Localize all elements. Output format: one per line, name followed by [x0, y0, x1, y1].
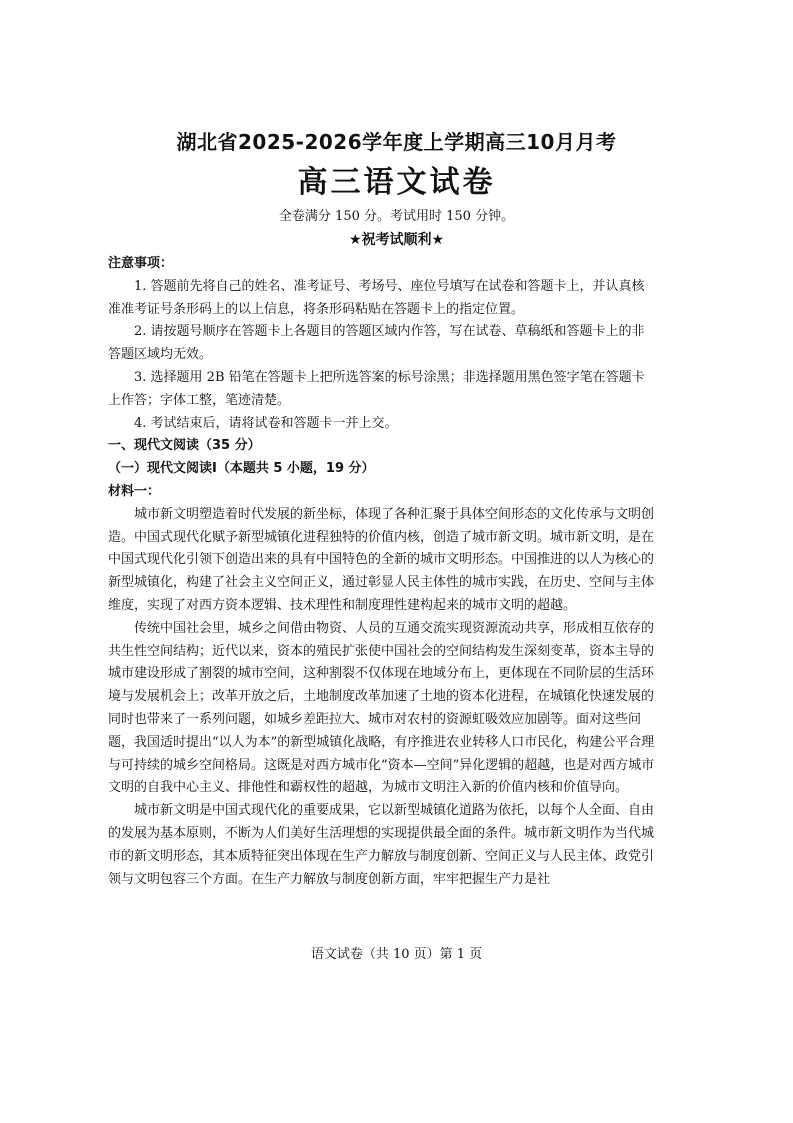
reading-passage — [108, 504, 656, 892]
page-footer: 语文试卷（共 10 页）第 1 页 — [310, 947, 483, 962]
exam-meta: 全卷满分 150 分。考试用时 150 分钟。 — [278, 209, 515, 224]
exam-title: 湖北省2025-2026学年度上学期高三10月月考 — [176, 130, 617, 154]
good-luck-banner: ★祝考试顺利★ — [348, 232, 445, 248]
notice-item: 2. 请按题号顺序在答题卡上各题目的答题区域内作答，写在试卷、草稿纸和答题卡上的非答题区域均无效。 — [108, 324, 645, 363]
passage-paragraph: 传统中国社会里，城乡之间借由物资、人员的互通交流实现资源流动共享，形成相互依存的共生性空间结构；近代以来，资本的殖民扩张使中国社会的空间结构发生深刻变革，资本主导的城市建设形成了割裂的城市空间，这种割裂不仅体现在地域分布上，更体现在不同阶层的生活环境与发展机会上；改革开放之后，土地制度改革加速了土地的资本化进程，在城镇化快速发展的同时也带来了一系列问题，如城乡差距拉大、城市对农村的资源虹吸效应加剧等。面对这些问题，我国适时提出“以人为本”的新型城镇化战略，有序推进农业转移人口市民化，构建公平合理与可持续的城乡空间格局。这既是对西方城市化“资本—空间”异化逻辑的超越，也是对西方城市文明的自我中心主义、排他性和霸权性的超越，为城市文明注入新的价值内核和价值导向。 — [108, 620, 655, 796]
section-subheading: （一）现代文阅读Ⅰ（本题共 5 小题，19 分） — [108, 461, 375, 477]
notice-item: 4. 考试结束后，请将试卷和答题卡一并上交。 — [134, 415, 398, 431]
passage-paragraph: 城市新文明塑造着时代发展的新坐标，体现了各种汇聚于具体空间形态的文化传承与文明创造。中国式现代化赋予新型城镇化进程独特的价值内核，创造了城市新文明。城市新文明，是在中国式现代化引领下创造出来的具有中国特色的全新的城市文明形态。中国推进的以人为核心的新型城镇化，构建了社会主义空间正义，通过彰显人民主体性的城市实践，在历史、空间与主体维度，实现了对西方资本逻辑、技术理性和制度理性建构起来的城市文明的超越。 — [108, 506, 655, 613]
notice-list — [108, 276, 656, 436]
passage-paragraph: 城市新文明是中国式现代化的重要成果，它以新型城镇化道路为依托，以每个人全面、自由的发展为基本原则，不断为人们美好生活理想的实现提供最全面的条件。城市新文明作为当代城市的新文明形态，其本质特征突出体现在生产力解放与制度创新、空间正义与人民主体、政党引领与文明包容三个方面。在生产力解放与制度创新方面，牢牢把握生产力是社 — [108, 803, 655, 887]
exam-content — [108, 253, 656, 891]
notice-item: 1. 答题前先将自己的姓名、准考证号、考场号、座位号填写在试卷和答题卡上，并认真核准准考证号条形码上的以上信息，将条形码粘贴在答题卡上的指定位置。 — [108, 278, 645, 317]
section-heading: 一、现代文阅读（35 分） — [108, 438, 261, 454]
subject-title: 高三语文试卷 — [297, 165, 496, 200]
notice-item: 3. 选择题用 2B 铅笔在答题卡上把所选答案的标号涂黑；非选择题用黑色签字笔在答题卡上作答；字体工整，笔迹清楚。 — [108, 369, 645, 408]
material-label: 材料一： — [108, 483, 161, 499]
notice-heading: 注意事项： — [108, 256, 174, 271]
